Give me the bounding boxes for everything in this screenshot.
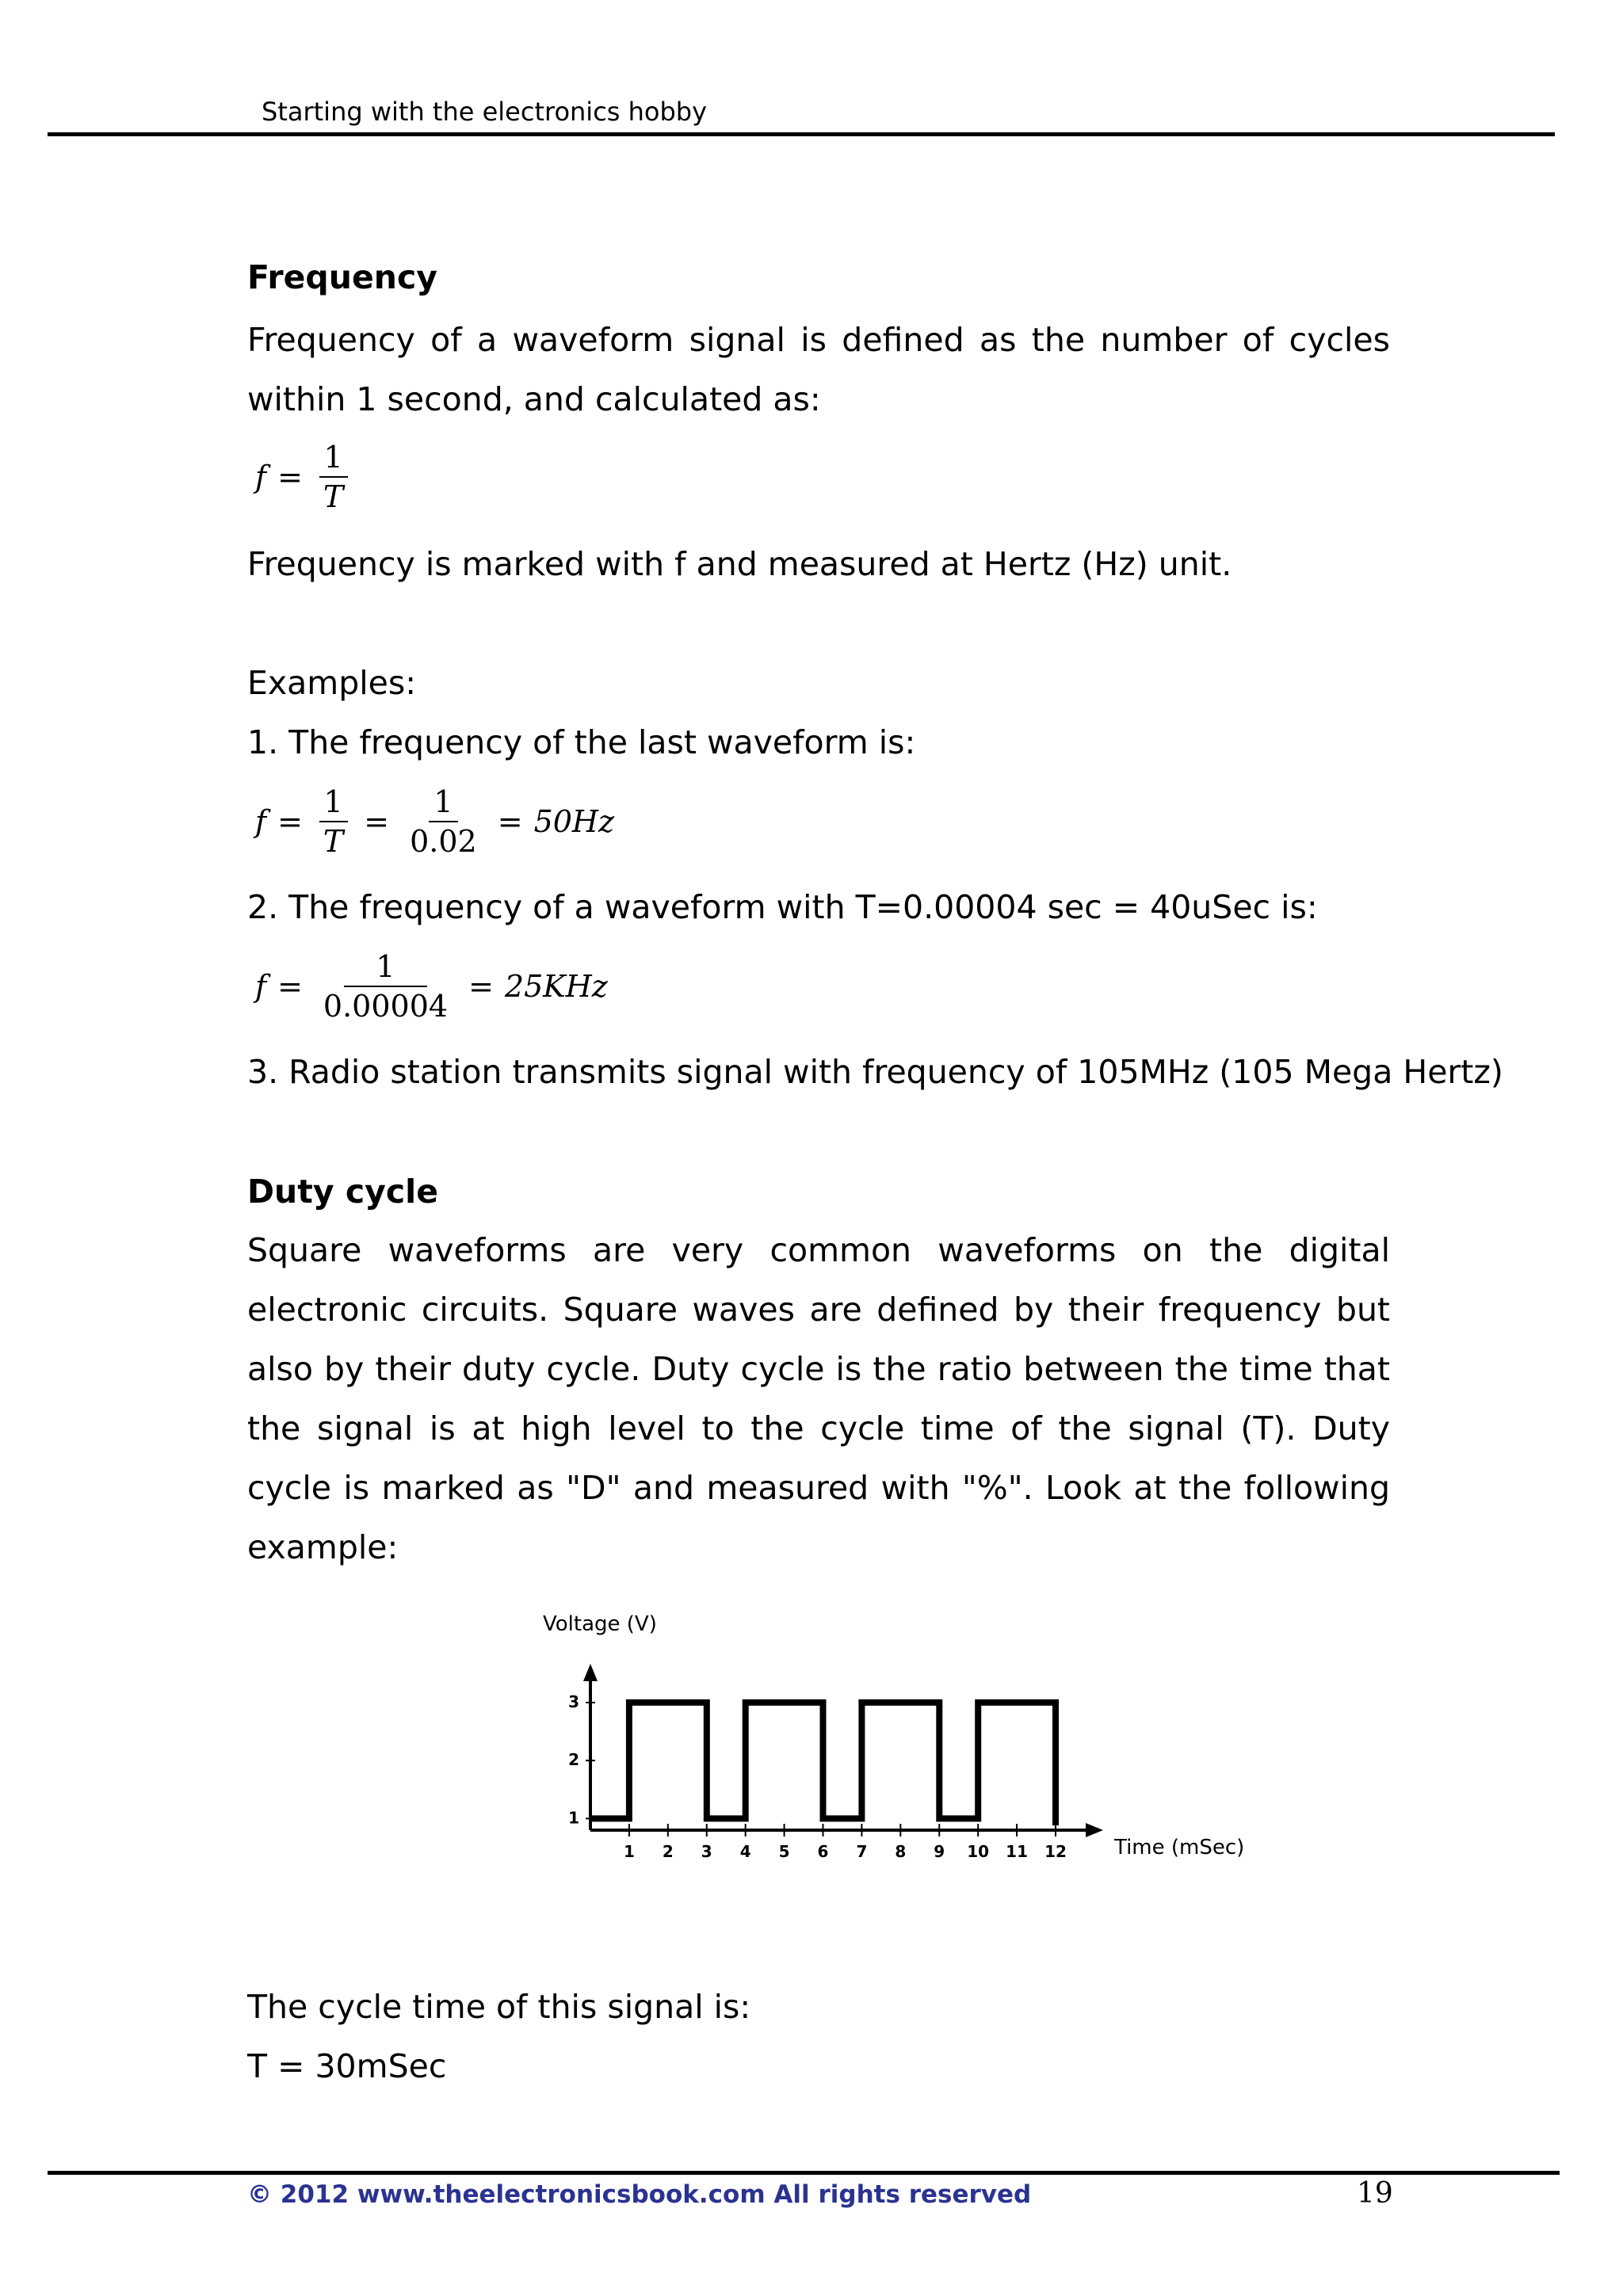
ex2-numerator: 1 — [344, 949, 426, 987]
ex2-equals-2: = — [468, 969, 494, 1004]
page-number: 19 — [1357, 2177, 1393, 2210]
x-tick-label-9: 9 — [934, 1842, 945, 1861]
x-axis-label: Time (mSec) — [1114, 1836, 1245, 1859]
footer-copyright-text: © 2012 www.theelectronicsbook.com — [247, 2180, 766, 2209]
formula-denominator: T — [323, 479, 344, 514]
examples-label: Examples: — [247, 664, 417, 702]
y-axis-arrow — [583, 1664, 598, 1681]
cycle-time-text: The cycle time of this signal is: — [247, 1988, 751, 2026]
footer-rights-text: All rights reserved — [773, 2180, 1032, 2209]
square-wave-series — [590, 1703, 1056, 1825]
example-1-text: 1. The frequency of the last waveform is: — [247, 723, 916, 761]
square-wave-chart — [507, 1600, 1284, 1886]
frequency-formula — [255, 440, 353, 514]
x-axis-arrow — [1086, 1823, 1103, 1837]
y-tick-label-2: 2 — [568, 1750, 579, 1770]
formula-fraction — [319, 440, 348, 514]
ex1-equals-1: = — [277, 804, 303, 839]
ex2-result: 25KHz — [504, 969, 608, 1004]
x-tick-label-3: 3 — [701, 1842, 712, 1861]
frequency-unit-note: Frequency is marked with f and measured at Hertz (Hz) unit. — [247, 545, 1232, 583]
x-tick-label-8: 8 — [895, 1842, 907, 1861]
ex1-equals-3: = — [497, 804, 523, 839]
ex1-result: 50Hz — [533, 804, 615, 839]
ex2-fraction — [319, 949, 453, 1024]
example-3-text: 3. Radio station transmits signal with frequency of 105MHz (105 Mega Hertz) — [247, 1053, 1503, 1091]
header-rule — [48, 132, 1555, 136]
ex1-numerator-2: 1 — [429, 784, 457, 822]
ex2-denominator: 0.00004 — [323, 989, 449, 1024]
ex1-numerator-1: 1 — [319, 784, 348, 822]
formula-equals: = — [277, 460, 303, 494]
frequency-heading: Frequency — [247, 258, 437, 296]
running-header: Starting with the electronics hobby — [262, 97, 708, 127]
cycle-time-value: T = 30mSec — [247, 2047, 447, 2085]
formula-lhs: f — [255, 460, 267, 494]
ex1-fraction-2 — [405, 784, 482, 859]
ex2-lhs: f — [255, 969, 267, 1004]
duty-cycle-heading: Duty cycle — [247, 1173, 439, 1211]
frequency-definition: Frequency of a waveform signal is defined as the number of cycles within 1 second, and calculated as: — [247, 321, 1390, 418]
y-tick-label-1: 1 — [568, 1808, 579, 1828]
example-2-formula — [255, 949, 608, 1024]
ex1-equals-2: = — [364, 804, 390, 839]
ex1-denominator-1: T — [323, 824, 344, 859]
x-tick-label-2: 2 — [662, 1842, 674, 1861]
ex2-equals-1: = — [277, 969, 303, 1004]
ex1-fraction-1 — [319, 784, 348, 859]
x-tick-label-12: 12 — [1044, 1842, 1067, 1861]
x-tick-label-10: 10 — [967, 1842, 990, 1861]
x-tick-label-7: 7 — [856, 1842, 868, 1861]
duty-cycle-paragraph: Square waveforms are very common waveforms on the digital electronic circuits. Square waves are defined by their frequency but also by their duty cycle. Duty cycle is the ratio between the time that the signal is at high level to the cycle time of the signal (T). Duty cycle is marked as "D" and measured with "%". Look at the following example: — [247, 1231, 1390, 1566]
x-tick-label-11: 11 — [1006, 1842, 1029, 1861]
example-2-text: 2. The frequency of a waveform with T=0.00004 sec = 40uSec is: — [247, 888, 1318, 926]
example-1-formula — [255, 784, 614, 859]
x-tick-label-1: 1 — [623, 1842, 635, 1861]
x-tick-label-6: 6 — [817, 1842, 829, 1861]
x-tick-label-4: 4 — [739, 1842, 751, 1861]
ex1-lhs: f — [255, 804, 267, 839]
footer-copyright — [247, 2180, 1031, 2209]
y-tick-label-3: 3 — [568, 1691, 579, 1711]
formula-numerator: 1 — [319, 440, 348, 478]
y-axis-label: Voltage (V) — [543, 1612, 657, 1636]
footer-rule — [48, 2171, 1560, 2175]
ex1-denominator-2: 0.02 — [410, 824, 477, 859]
x-tick-label-5: 5 — [778, 1842, 790, 1861]
